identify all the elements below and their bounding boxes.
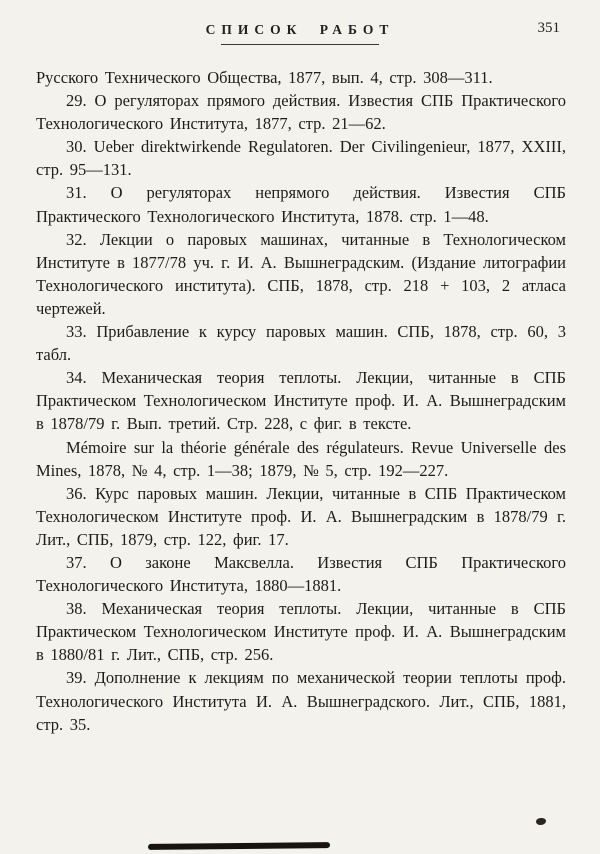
bibliography-entry-34: 34. Механическая теория теплоты. Лекции, читанные в СПБ Практическом Технологическом Институте проф. И. А. Вышнеградским в 1878/79 г. Вып. третий. Стр. 228, с фиг. в тексте. bbox=[36, 368, 566, 434]
page-header-title: СПИСОК РАБОТ bbox=[205, 22, 395, 37]
page-number: 351 bbox=[537, 20, 560, 36]
bibliography-entry-31: 31. О регуляторах непрямого действия. Известия СПБ Практического Технологического Института, 1878. стр. 1—48. bbox=[36, 183, 566, 226]
bibliography-entry-37: 37. О законе Максвелла. Известия СПБ Практического Технологического Института, 1880—1881. bbox=[36, 552, 566, 596]
header-rule bbox=[221, 44, 379, 45]
bibliography-entry-36: 36. Курс паровых машин. Лекции, читанные в СПБ Практическом Технологическом Институте проф. И. А. Вышнеградским в 1878/79 г. Лит., СПБ, 1879, стр. 122, фиг. 17. bbox=[36, 483, 566, 549]
bibliography-entry-30: 30. Ueber direktwirkende Regulatoren. Der Civilingenieur, 1877, XXIII, стр. 95—131. bbox=[36, 137, 566, 180]
bibliography-entry-39: 39. Дополнение к лекциям по механической теории теплоты проф. Технологического Института И. А. Вышнеградского. Лит., СПБ, 1881, стр. 35. bbox=[36, 668, 566, 734]
bibliography-list bbox=[36, 66, 566, 736]
bibliography-entry-continuation: Русского Технического Общества, 1877, вып. 4, стр. 308—311. bbox=[36, 68, 493, 87]
scan-artifact-smudge bbox=[148, 842, 330, 850]
bibliography-entry-33: 33. Прибавление к курсу паровых машин. СПБ, 1878, стр. 60, 3 табл. bbox=[36, 322, 566, 365]
bibliography-entry-32: 32. Лекции о паровых машинах, читанные в Технологическом Институте в 1877/78 уч. г. И. А. Вышнеградским. (Издание литографии Технологического института). СПБ, 1878, стр. 218 + 103, 2 атласа чертежей. bbox=[36, 229, 566, 318]
scan-artifact-speck bbox=[536, 818, 546, 825]
bibliography-entry-38: 38. Механическая теория теплоты. Лекции, читанные в СПБ Практическом Технологическом Институте проф. И. А. Вышнеградским в 1880/81 г. Лит., СПБ, стр. 256. bbox=[36, 599, 566, 665]
bibliography-entry-29: 29. О регуляторах прямого действия. Известия СПБ Практического Технологического Института, 1877, стр. 21—62. bbox=[36, 91, 566, 134]
bibliography-entry-35: Mémoire sur la théorie générale des régulateurs. Revue Universelle des Mines, 1878, № 4, стр. 1—38; 1879, № 5, стр. 192—227. bbox=[36, 437, 566, 480]
